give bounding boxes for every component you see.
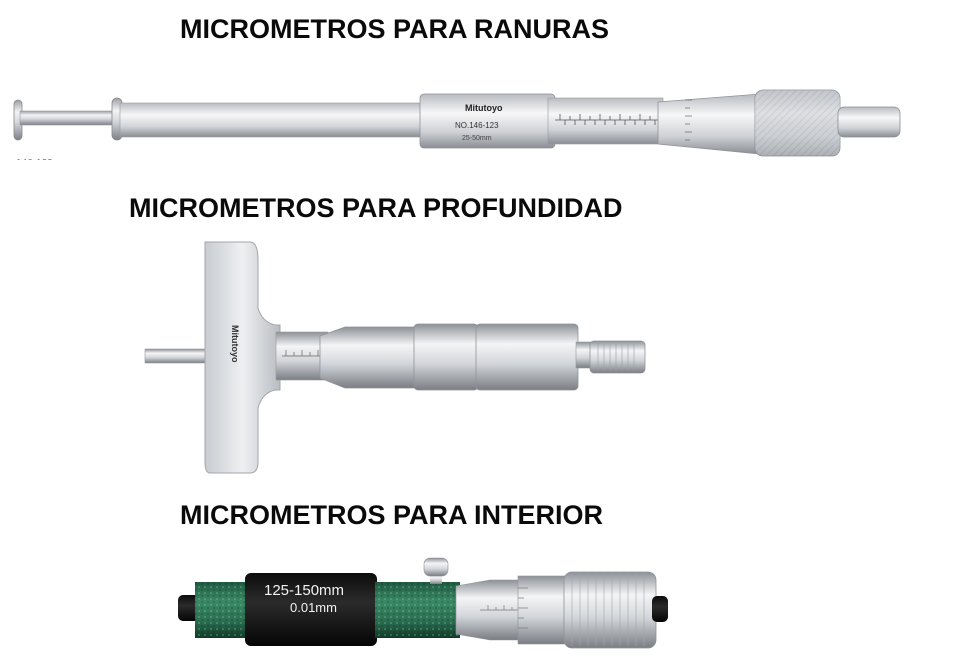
- thimble: [658, 94, 760, 154]
- resolution-text: 0.01mm: [290, 600, 337, 615]
- heading-depth-micrometers: MICROMETROS PARA PROFUNDIDAD: [129, 193, 623, 223]
- ratchet-shine: [755, 90, 840, 156]
- anvil-rod: [20, 111, 115, 125]
- range-text: 125-150mm: [264, 582, 345, 599]
- depth-thimble: [320, 327, 420, 388]
- caption-mask: [10, 160, 110, 170]
- model-label: NO.146-123: [455, 121, 499, 130]
- groove-micrometer-image: [0, 80, 960, 170]
- inside-grip: [564, 572, 656, 648]
- end-cap-right: [652, 596, 668, 622]
- inside-thimble: [518, 576, 566, 644]
- depth-grip-1: [414, 324, 478, 390]
- base-brand: Mitutoyo: [230, 325, 240, 363]
- inside-micrometer-image: [0, 550, 960, 650]
- depth-micrometer-image: [0, 230, 960, 480]
- heading-groove-micrometers: MICROMETROS PARA RANURAS: [180, 14, 609, 44]
- range-label: 25-50mm: [462, 135, 492, 142]
- green-speckle-left: [195, 582, 250, 638]
- depth-grip-2: [476, 324, 578, 390]
- brand-label: Mitutoyo: [465, 103, 503, 113]
- barrel-tube: [120, 103, 425, 137]
- depth-base: [205, 242, 280, 473]
- ratchet-cap: [838, 107, 900, 137]
- clamp-knob: [424, 558, 448, 576]
- green-speckle-right: [375, 582, 460, 638]
- heading-inside-micrometers: MICROMETROS PARA INTERIOR: [180, 500, 603, 530]
